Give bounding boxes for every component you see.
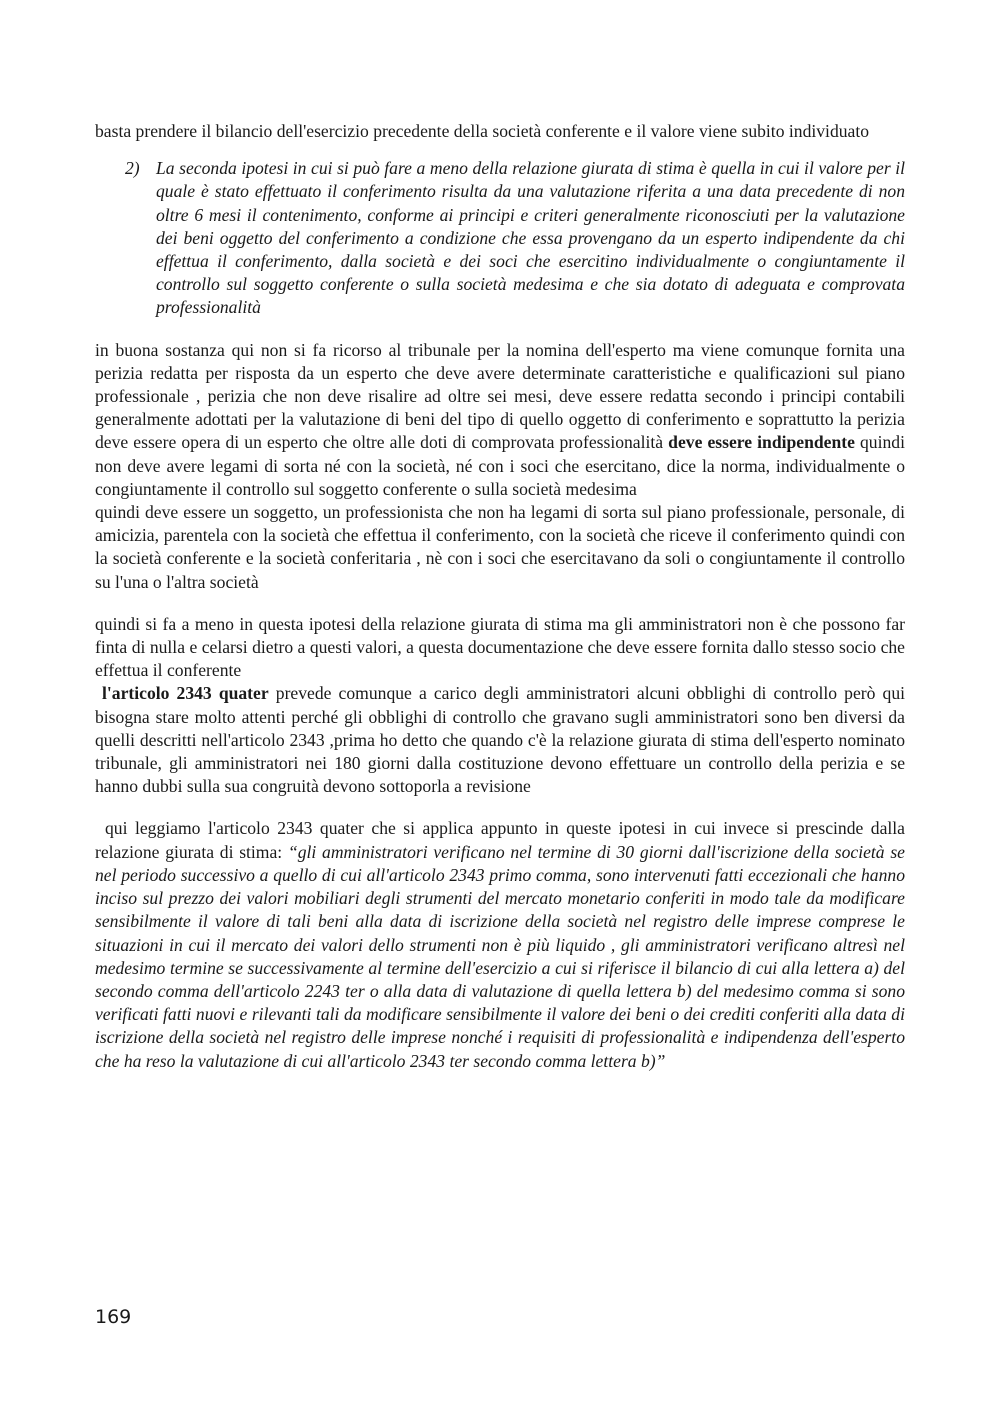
paragraph-articolo (95, 682, 905, 798)
paragraph-quote (95, 817, 905, 1072)
list-item-2 (95, 157, 905, 319)
paragraph-quote-intro: qui leggiamo l'articolo 2343 quater che si applica appunto in queste ipotesi in cui invece si prescinde dalla relazione giurata di stima: (95, 818, 905, 862)
paragraph-soggetto: quindi deve essere un soggetto, un professionista che non ha legami di sorta sul piano professionale, personale, di amicizia, parentela con la società che effettua il conferimento, con la società che riceve il conferimento quindi con la società conferente e la società conferitaria , nè con i soci che esercitavano da soli o congiuntamente il controllo su l'una o l'altra società (95, 502, 905, 592)
paragraph-perizia-bold: deve essere indipendente (668, 432, 855, 453)
document-body (95, 120, 905, 1073)
paragraph-articolo-bold: l'articolo 2343 quater (102, 683, 269, 704)
list-item-text: La seconda ipotesi in cui si può fare a meno della relazione giurata di stima è quella in cui il valore per il quale è stato effettuato il conferimento risulta da una valutazione riferita a una data precedente di non oltre 6 mesi il contenimento, conforme ai principi e criteri generalmente riconosciuti per la valutazione dei beni oggetto del conferimento a condizione che essa provengano da un esperto indipendente da chi effettua il conferimento, dalla società e dei soci che esercitino individualmente o congiuntamente il controllo sul soggetto conferente o sulla società medesima e che sia dotato di adeguata e comprovata professionalità (156, 158, 905, 318)
paragraph-perizia-text-a: in buona sostanza qui non si fa ricorso al tribunale per la nomina dell'esperto ma viene comunque fornita una perizia redatta per risposta da un esperto che deve avere determinate caratteristiche e qualificazioni sul piano professionale , perizia che non deve risalire ad oltre sei mesi, deve essere redatta secondo i principi contabili generalmente adottati per la valutazione di beni del tipo di quello oggetto di conferimento e soprattutto la perizia deve essere opera di un esperto che oltre alle doti di comprovata professionalità (95, 339, 905, 453)
list-marker: 2) (125, 158, 140, 179)
paragraph-perizia (95, 339, 905, 501)
paragraph-articolo-text: prevede comunque a carico degli amministratori alcuni obblighi di controllo però qui bisogna stare molto attenti perché gli obblighi di controllo che gravano sugli amministratori sono ben diversi da quelli descritti nell'articolo 2343 ,prima ho detto che quando c'è la relazione giurata di stima dell'esperto nominato tribunale, gli amministratori nei 180 giorni dalla costituzione devono effettuare un controllo della perizia e se hanno dubbi sulla sua congruità devono sottoporla a revisione (95, 683, 906, 797)
paragraph-quote-italic: “gli amministratori verificano nel termine di 30 giorni dall'iscrizione della società se nel periodo successivo a quello di cui all'articolo 2343 primo comma, sono intervenuti fatti eccezionali che hanno inciso sul prezzo dei valori mobiliari degli strumenti del mercato monetario conferiti in modo tale da modificare sensibilmente il valore di tali beni alla data di iscrizione della società nel registro delle imprese comprese le situazioni in cui il mercato dei valori dello strumenti non è più liquido , gli amministratori verificano altresì nel medesimo termine se successivamente al termine dell'esercizio a cui si riferisce il bilancio di cui alla lettera a) del secondo comma dell'articolo 2243 ter o alla data di valutazione di quella lettera b) del medesimo comma si sono verificati fatti nuovi e rilevanti tali da modificare sensibilmente il valore dei beni o dei crediti conferiti alla data di iscrizione della società nel registro delle imprese nonché i requisiti di professionalità e indipendenza dell'esperto che ha reso la valutazione di cui all'articolo 2343 ter secondo comma lettera b)” (95, 841, 905, 1071)
page-number: 169 (95, 1306, 132, 1328)
paragraph-amministratori: quindi si fa a meno in questa ipotesi della relazione giurata di stima ma gli amministratori non è che possono far finta di nulla e celarsi dietro a questi valori, a questa documentazione che deve essere fornita dallo stesso socio che effettua il conferente (95, 613, 905, 681)
paragraph-perizia-text-b: quindi non deve avere legami di sorta né con la società, né con i soci che esercitano, dice la norma, individualmente o congiuntamente il controllo sul soggetto conferente o sulla società medesima (95, 432, 905, 499)
paragraph-intro: basta prendere il bilancio dell'esercizio precedente della società conferente e il valore viene subito individuato (95, 121, 870, 141)
